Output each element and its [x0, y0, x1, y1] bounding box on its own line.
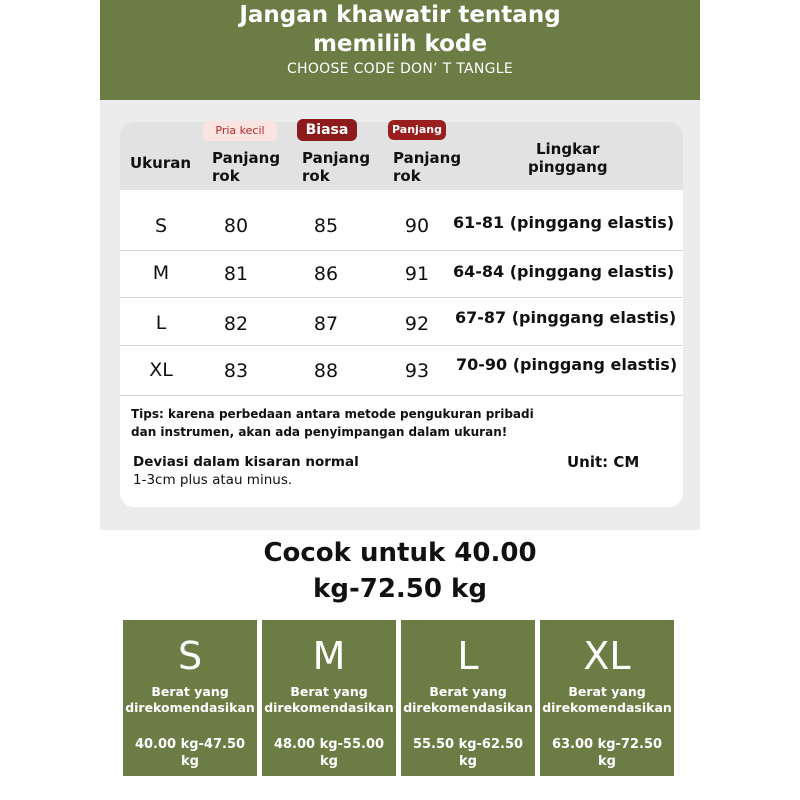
weight-label-line2: direkomendasikan — [403, 700, 533, 715]
weight-range-line1: 55.50 kg-62.50 — [412, 737, 524, 752]
tag-pria-kecil: Pria kecil — [203, 121, 277, 141]
cell-length-regular: 88 — [313, 360, 339, 382]
cell-length-regular: 85 — [313, 215, 339, 237]
weight-label — [540, 684, 674, 716]
cell-length-short: 80 — [223, 215, 249, 237]
cell-length-regular: 87 — [313, 313, 339, 335]
header-subtitle: CHOOSE CODE DON’ T TANGLE — [286, 61, 514, 77]
tips-line2: dan instrumen, akan ada penyimpangan dalam ukuran! — [131, 425, 508, 439]
measurement-tips — [131, 405, 534, 441]
weight-range-line1: 63.00 kg-72.50 — [551, 737, 663, 752]
size-box-m — [262, 620, 396, 776]
row-divider — [120, 250, 683, 251]
header-waist-line1: Lingkar — [535, 140, 600, 158]
header-skirt-length-2-line2: rok — [302, 167, 330, 185]
cell-size: S — [154, 215, 168, 237]
tag-panjang: Panjang — [388, 120, 446, 140]
tips-line1: Tips: karena perbedaan antara metode pengukuran pribadi — [131, 407, 534, 421]
size-letter: XL — [583, 634, 631, 678]
deviation-line2: 1-3cm plus atau minus. — [133, 472, 293, 488]
weight-label-line2: direkomendasikan — [542, 700, 672, 715]
header-skirt-length-2 — [302, 149, 370, 185]
header-skirt-length-3-line2: rok — [393, 167, 421, 185]
weight-label-line2: direkomendasikan — [264, 700, 394, 715]
cell-length-short: 81 — [223, 263, 249, 285]
tag-biasa: Biasa — [297, 119, 357, 141]
fit-title-line1: Cocok untuk 40.00 — [263, 538, 537, 568]
cell-waist: 70-90 (pinggang elastis) — [456, 355, 678, 374]
cell-length-long: 90 — [404, 215, 430, 237]
size-box-s — [123, 620, 257, 776]
size-box-xl — [540, 620, 674, 776]
weight-range-line2: kg — [320, 754, 338, 769]
header-title-line1: Jangan khawatir tentang — [239, 2, 561, 28]
header-skirt-length-3 — [393, 149, 461, 185]
unit-label: Unit: CM — [567, 453, 640, 471]
weight-range — [401, 736, 535, 770]
weight-label-line2: direkomendasikan — [125, 700, 255, 715]
header-skirt-length-1-line1: Panjang — [212, 149, 281, 167]
weight-label — [401, 684, 535, 716]
row-divider — [120, 297, 683, 298]
weight-range-line1: 48.00 kg-55.00 — [273, 737, 385, 752]
header-waist — [528, 140, 608, 176]
cell-waist: 64-84 (pinggang elastis) — [453, 262, 675, 281]
weight-label-line1: Berat yang — [290, 684, 368, 699]
weight-range-line2: kg — [459, 754, 477, 769]
weight-label-line1: Berat yang — [568, 684, 646, 699]
size-letter: M — [312, 634, 346, 678]
header-skirt-length-1-line2: rok — [212, 167, 240, 185]
weight-range — [262, 736, 396, 770]
size-letter: S — [177, 634, 203, 678]
fit-title-line2: kg-72.50 kg — [313, 574, 487, 604]
header-waist-line2: pinggang — [528, 158, 608, 176]
cell-length-short: 82 — [223, 313, 249, 335]
size-letter: L — [457, 634, 479, 678]
cell-length-short: 83 — [223, 360, 249, 382]
weight-label-line1: Berat yang — [429, 684, 507, 699]
cell-waist: 67-87 (pinggang elastis) — [455, 308, 677, 327]
weight-range — [123, 736, 257, 770]
row-divider — [120, 395, 683, 396]
deviation-line1: Deviasi dalam kisaran normal — [133, 454, 359, 470]
cell-length-regular: 86 — [313, 263, 339, 285]
header-skirt-length-1 — [212, 149, 280, 185]
header-skirt-length-3-line1: Panjang — [393, 149, 462, 167]
cell-length-long: 91 — [404, 263, 430, 285]
weight-range-line2: kg — [598, 754, 616, 769]
weight-range — [540, 736, 674, 770]
size-box-l — [401, 620, 535, 776]
cell-size: L — [155, 312, 167, 334]
header-banner — [100, 0, 700, 100]
weight-label — [262, 684, 396, 716]
cell-size: XL — [149, 359, 173, 381]
weight-label-line1: Berat yang — [151, 684, 229, 699]
header-skirt-length-2-line1: Panjang — [302, 149, 371, 167]
weight-label — [123, 684, 257, 716]
cell-waist: 61-81 (pinggang elastis) — [453, 213, 675, 232]
deviation-note — [133, 453, 359, 489]
header-title-line2: memilih kode — [312, 31, 488, 57]
cell-size: M — [152, 262, 170, 284]
weight-range-line1: 40.00 kg-47.50 — [134, 737, 246, 752]
weight-range-line2: kg — [181, 754, 199, 769]
cell-length-long: 93 — [404, 360, 430, 382]
header-size: Ukuran — [130, 154, 192, 172]
cell-length-long: 92 — [404, 313, 430, 335]
row-divider — [120, 345, 683, 346]
